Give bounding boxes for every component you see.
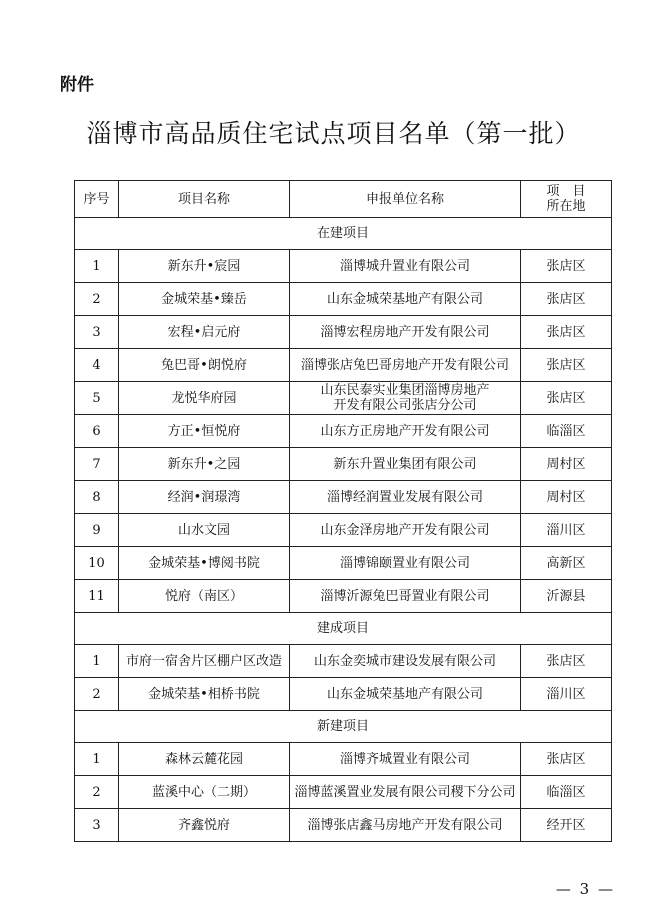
applicant-unit: [290, 250, 521, 283]
header-no: 序号: [75, 181, 119, 218]
applicant-unit-line1: 淄博宏程房地产开发有限公司: [320, 324, 490, 340]
applicant-unit-line1: 淄博蓝溪置业发展有限公司稷下分公司: [294, 784, 516, 800]
table-row: [75, 743, 612, 776]
applicant-unit: [290, 678, 521, 711]
project-name: 市府一宿舍片区棚户区改造: [119, 645, 290, 678]
project-location: 张店区: [521, 283, 612, 316]
table-row: [75, 349, 612, 382]
applicant-unit: [290, 514, 521, 547]
section-title: 建成项目: [75, 613, 612, 645]
applicant-unit-line1: 新东升置业集团有限公司: [333, 456, 477, 472]
section-row: [75, 613, 612, 645]
applicant-unit-line1: 山东方正房地产开发有限公司: [320, 423, 490, 439]
project-name: 山水文园: [119, 514, 290, 547]
row-number: 8: [75, 481, 119, 514]
applicant-unit: [290, 382, 521, 415]
project-location: 张店区: [521, 743, 612, 776]
section-title: 在建项目: [75, 218, 612, 250]
table-row: [75, 547, 612, 580]
table-header-row: [75, 181, 612, 218]
table-row: [75, 678, 612, 711]
header-location-line1: 项 目: [546, 184, 586, 199]
table-row: [75, 809, 612, 842]
applicant-unit: [290, 580, 521, 613]
row-number: 1: [75, 743, 119, 776]
row-number: 7: [75, 448, 119, 481]
applicant-unit-line1: 淄博城升置业有限公司: [339, 258, 470, 274]
row-number: 9: [75, 514, 119, 547]
attachment-label: 附件: [60, 75, 94, 95]
table-row: [75, 645, 612, 678]
project-name: 悦府（南区）: [119, 580, 290, 613]
applicant-unit-line1: 山东金城荣基地产有限公司: [326, 686, 483, 702]
header-project: 项目名称: [119, 181, 290, 218]
project-location: 高新区: [521, 547, 612, 580]
row-number: 6: [75, 415, 119, 448]
row-number: 11: [75, 580, 119, 613]
project-name: 金城荣基•博阅书院: [119, 547, 290, 580]
table-body: [75, 218, 612, 842]
table-row: [75, 448, 612, 481]
project-name: 新东升•宸园: [119, 250, 290, 283]
table-row: [75, 481, 612, 514]
row-number: 3: [75, 809, 119, 842]
table-row: [75, 415, 612, 448]
applicant-unit-line1: 淄博张店鑫马房地产开发有限公司: [307, 817, 503, 833]
table-row: [75, 776, 612, 809]
project-name: 宏程•启元府: [119, 316, 290, 349]
applicant-unit: [290, 283, 521, 316]
row-number: 2: [75, 678, 119, 711]
section-row: [75, 218, 612, 250]
row-number: 5: [75, 382, 119, 415]
applicant-unit-line1: 淄博锦颐置业有限公司: [339, 555, 470, 571]
table-row: [75, 580, 612, 613]
project-name: 经润•润璟湾: [119, 481, 290, 514]
applicant-unit: [290, 448, 521, 481]
project-location: 周村区: [521, 481, 612, 514]
row-number: 2: [75, 776, 119, 809]
applicant-unit: [290, 415, 521, 448]
row-number: 1: [75, 645, 119, 678]
project-table: [74, 180, 612, 842]
project-location: 张店区: [521, 382, 612, 415]
project-location: 临淄区: [521, 415, 612, 448]
document-title: 淄博市高品质住宅试点项目名单（第一批）: [86, 119, 581, 148]
table-row: [75, 382, 612, 415]
applicant-unit: [290, 349, 521, 382]
header-unit: 申报单位名称: [290, 181, 521, 218]
applicant-unit-line1: 山东金泽房地产开发有限公司: [320, 522, 490, 538]
table-row: [75, 250, 612, 283]
table-row: [75, 316, 612, 349]
project-name: 蓝溪中心（二期）: [119, 776, 290, 809]
applicant-unit-line1: 山东民泰实业集团淄博房地产: [320, 383, 490, 398]
applicant-unit-line1: 淄博齐城置业有限公司: [339, 751, 470, 767]
project-location: 张店区: [521, 349, 612, 382]
header-location-line2: 所在地: [546, 199, 586, 214]
row-number: 4: [75, 349, 119, 382]
project-location: 淄川区: [521, 678, 612, 711]
row-number: 2: [75, 283, 119, 316]
project-location: 张店区: [521, 316, 612, 349]
applicant-unit-line1: 淄博经润置业发展有限公司: [326, 489, 483, 505]
row-number: 1: [75, 250, 119, 283]
project-location: 经开区: [521, 809, 612, 842]
project-location: 沂源县: [521, 580, 612, 613]
project-name: 方正•恒悦府: [119, 415, 290, 448]
table-row: [75, 283, 612, 316]
header-location: [521, 181, 612, 218]
project-location: 临淄区: [521, 776, 612, 809]
project-location: 张店区: [521, 250, 612, 283]
table-row: [75, 514, 612, 547]
applicant-unit-line2: 开发有限公司张店分公司: [333, 398, 477, 413]
project-name: 齐鑫悦府: [119, 809, 290, 842]
row-number: 10: [75, 547, 119, 580]
project-location: 周村区: [521, 448, 612, 481]
applicant-unit-line1: 淄博沂源兔巴哥置业有限公司: [320, 588, 490, 604]
row-number: 3: [75, 316, 119, 349]
applicant-unit: [290, 776, 521, 809]
page-number: — 3 —: [555, 880, 615, 898]
applicant-unit: [290, 645, 521, 678]
section-row: [75, 711, 612, 743]
project-name: 兔巴哥•朗悦府: [119, 349, 290, 382]
project-name: 新东升•之园: [119, 448, 290, 481]
project-name: 森林云麓花园: [119, 743, 290, 776]
project-name: 金城荣基•臻岳: [119, 283, 290, 316]
section-title: 新建项目: [75, 711, 612, 743]
project-location: 淄川区: [521, 514, 612, 547]
applicant-unit: [290, 547, 521, 580]
applicant-unit: [290, 316, 521, 349]
applicant-unit: [290, 809, 521, 842]
applicant-unit: [290, 481, 521, 514]
project-name: 金城荣基•相桥书院: [119, 678, 290, 711]
applicant-unit-line1: 山东金城荣基地产有限公司: [326, 291, 483, 307]
project-name: 龙悦华府园: [119, 382, 290, 415]
applicant-unit-line1: 山东金奕城市建设发展有限公司: [313, 653, 496, 669]
project-location: 张店区: [521, 645, 612, 678]
applicant-unit-line1: 淄博张店兔巴哥房地产开发有限公司: [300, 357, 509, 373]
applicant-unit: [290, 743, 521, 776]
